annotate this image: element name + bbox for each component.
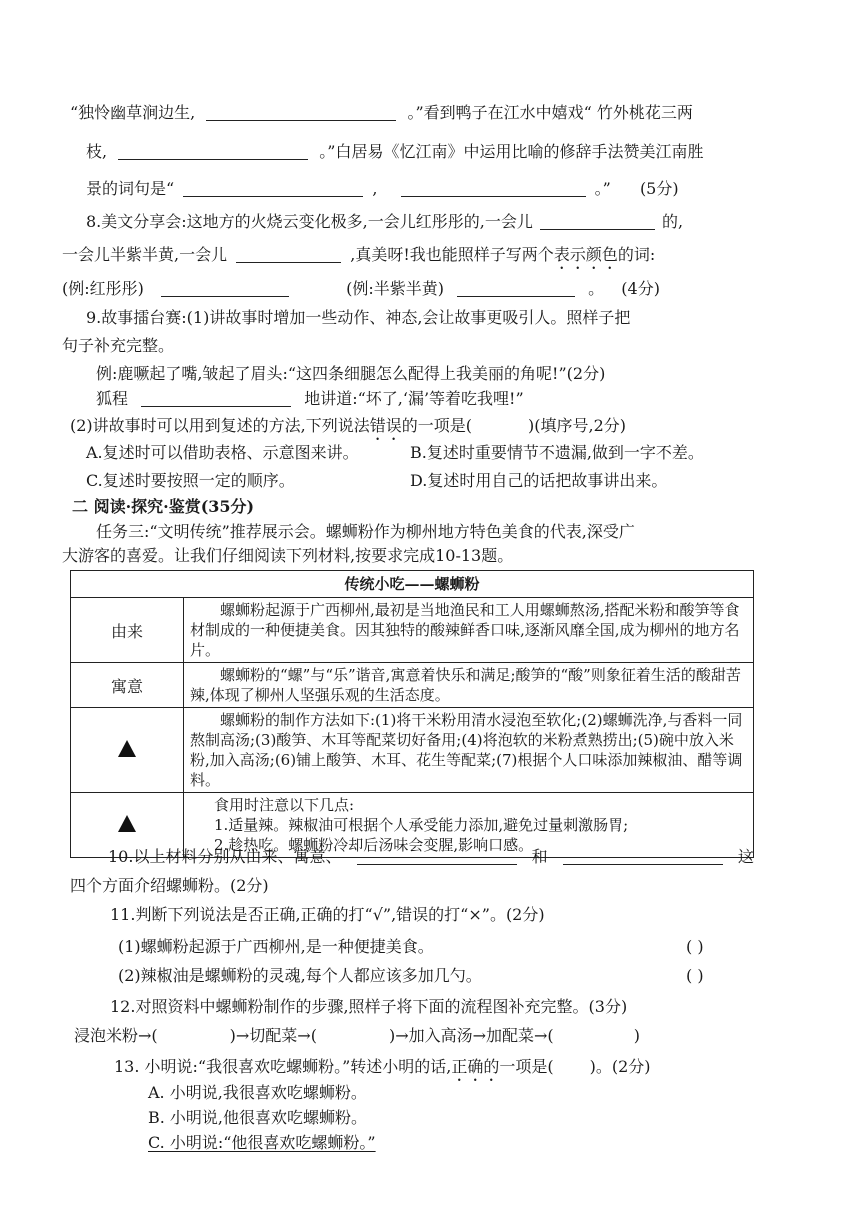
q8-text: 的词: bbox=[617, 245, 656, 264]
q9-option-b: B.复述时重要情节不遗漏,做到一字不差。 bbox=[410, 443, 704, 462]
q7-blank-2[interactable] bbox=[118, 143, 308, 160]
table-label-meaning: 寓意 bbox=[71, 663, 184, 708]
triangle-icon bbox=[118, 740, 136, 757]
table-label-blank-1 bbox=[71, 708, 184, 793]
q9-text: 地讲道:“坏了,‘漏’等着吃我哩!” bbox=[304, 389, 524, 408]
q8-blank-1[interactable] bbox=[540, 213, 655, 230]
q7-line2 bbox=[86, 140, 703, 164]
flow-step: 浸泡米粉→( bbox=[74, 1026, 158, 1045]
triangle-icon bbox=[118, 815, 136, 832]
q13-option-b: B. 小明说,他很喜欢吃螺蛳粉。 bbox=[148, 1108, 368, 1127]
q10-blank-1[interactable] bbox=[357, 848, 517, 865]
q8-text: (例:半紫半黄) bbox=[346, 279, 444, 298]
material-table bbox=[70, 570, 754, 858]
q12-flowchart bbox=[74, 1024, 640, 1048]
q11-stem: 11.判断下列说法是否正确,正确的打“√”,错误的打“×”。(2分) bbox=[110, 905, 545, 924]
q8-text: 一会儿半紫半黄,一会儿 bbox=[62, 245, 228, 264]
q9-emphasis: 错误 bbox=[369, 416, 402, 435]
q13-text: 13. 小明说:“我很喜欢吃螺蛳粉。”转述小明的话, bbox=[114, 1057, 452, 1076]
q9-example: 例:鹿噘起了嘴,皱起了眉头:“这四条细腿怎么配得上我美丽的角呢!”(2分) bbox=[96, 364, 606, 383]
q11-answer-2[interactable]: ( ) bbox=[686, 966, 704, 985]
q9-part2 bbox=[70, 414, 626, 444]
section-heading: 二 阅读·探究·鉴赏(35分) bbox=[72, 497, 255, 516]
q10-blank-2[interactable] bbox=[563, 848, 723, 865]
tips-line: 2.趁热吃。螺蛳粉冷却后汤味会变腥,影响口感。 bbox=[214, 836, 534, 854]
q10-line2: 四个方面介绍螺蛳粉。(2分) bbox=[70, 876, 269, 895]
flow-step: )→切配菜→( bbox=[229, 1026, 317, 1045]
q8-text: 。 bbox=[588, 279, 605, 298]
q12-stem: 12.对照资料中螺蛳粉制作的步骤,照样子将下面的流程图补充完整。(3分) bbox=[110, 997, 628, 1016]
q7-blank-1[interactable] bbox=[206, 104, 396, 121]
q9-fill-line bbox=[96, 387, 524, 411]
q10-line1 bbox=[108, 845, 754, 869]
q7-text: 景的词句是“ bbox=[86, 179, 175, 198]
q7-blank-3[interactable] bbox=[183, 180, 363, 197]
q8-blank-4[interactable] bbox=[457, 280, 575, 297]
q8-text: (例:红彤彤) bbox=[62, 279, 144, 298]
task-line1: 任务三:“文明传统”推荐展示会。螺蛳粉作为柳州地方特色美食的代表,深受广 bbox=[96, 522, 635, 541]
table-text-meaning: 螺蛳粉的“螺”与“乐”谐音,寓意着快乐和满足;酸笋的“酸”则象征着生活的酸甜苦辣,体现了柳州人坚强乐观的生活态度。 bbox=[184, 663, 754, 708]
q7-line3 bbox=[86, 177, 679, 201]
q9-option-d: D.复述时用自己的话把故事讲出来。 bbox=[410, 471, 668, 490]
q11-statement-1: (1)螺蛳粉起源于广西柳州,是一种便捷美食。 bbox=[118, 937, 434, 956]
q8-line1 bbox=[86, 210, 683, 234]
q11-answer-1[interactable]: ( ) bbox=[686, 937, 704, 956]
table-text-method: 螺蛳粉的制作方法如下:(1)将干米粉用清水浸泡至软化;(2)螺蛳洗净,与香料一同熬制高汤;(3)酸笋、木耳等配菜切好备用;(4)将泡软的米粉煮熟捞出;(5)碗中放入米粉,加入高汤;(6)铺上酸笋、木耳、花生等配菜;(7)根据个人口味添加辣椒油、醋等调料。 bbox=[184, 708, 754, 793]
table-text-origin: 螺蛳粉起源于广西柳州,最初是当地渔民和工人用螺蛳熬汤,搭配米粉和酸笋等食材制成的一种便捷美食。因其独特的酸辣鲜香口味,逐渐风靡全国,成为柳州的地方名片。 bbox=[184, 598, 754, 663]
q8-blank-3[interactable] bbox=[161, 280, 289, 297]
q9-text: 的一项是( bbox=[401, 416, 473, 435]
q7-text: 。”白居易《忆江南》中运用比喻的修辞手法赞美江南胜 bbox=[319, 142, 704, 161]
q13-text: )。(2分) bbox=[589, 1057, 651, 1076]
flow-step: )→加入高汤→加配菜→( bbox=[388, 1026, 554, 1045]
q7-blank-4[interactable] bbox=[401, 180, 586, 197]
q9-text: 狐程 bbox=[96, 389, 129, 408]
q9-line2: 句子补充完整。 bbox=[62, 336, 175, 355]
q13-text: 一项是( bbox=[499, 1057, 554, 1076]
q10-text: 这 bbox=[737, 847, 754, 866]
flow-step: ) bbox=[633, 1026, 640, 1045]
q9-option-a: A.复述时可以借助表格、示意图来讲。 bbox=[86, 443, 359, 462]
tips-line: 食用时注意以下几点: bbox=[214, 796, 355, 814]
q13-option-c: C. 小明说:“他很喜欢吃螺蛳粉。” bbox=[148, 1133, 376, 1152]
q7-line1 bbox=[70, 101, 693, 125]
q10-text: 10.以上材料分别从由来、寓意、 bbox=[108, 847, 342, 866]
q13-option-a: A. 小明说,我很喜欢吃螺蛳粉。 bbox=[148, 1083, 367, 1102]
q9-text: )(填序号,2分) bbox=[528, 416, 627, 435]
q8-text: 8.美文分享会:这地方的火烧云变化极多,一会儿红彤彤的,一会儿 bbox=[86, 212, 533, 231]
q8-score: (4分) bbox=[621, 279, 660, 298]
q10-text: 和 bbox=[531, 847, 548, 866]
tips-line: 1.适量辣。辣椒油可根据个人承受能力添加,避免过量刺激肠胃; bbox=[214, 816, 629, 834]
q7-text: 枝, bbox=[86, 142, 108, 161]
q9-line1: 9.故事擂台赛:(1)讲故事时增加一些动作、神态,会让故事更吸引人。照样子把 bbox=[86, 308, 631, 327]
q8-text: 的, bbox=[662, 212, 684, 231]
q8-text: ,真美呀!我也能照样子写两个 bbox=[350, 245, 554, 264]
q9-option-c: C.复述时要按照一定的顺序。 bbox=[86, 471, 295, 490]
q7-text: 。” bbox=[594, 179, 611, 198]
q9-blank[interactable] bbox=[141, 390, 291, 407]
q8-line2 bbox=[62, 243, 655, 273]
q13-emphasis: 正确的 bbox=[451, 1057, 500, 1076]
table-label-origin: 由来 bbox=[71, 598, 184, 663]
q9-text: (2)讲故事时可以用到复述的方法,下列说法 bbox=[70, 416, 370, 435]
task-line2: 大游客的喜爱。让我们仔细阅读下列材料,按要求完成10-13题。 bbox=[62, 546, 514, 565]
q7-score: (5分) bbox=[639, 179, 679, 198]
q7-text: “独怜幽草涧边生, bbox=[70, 103, 196, 122]
q8-blank-2[interactable] bbox=[236, 246, 341, 263]
q7-text: 。”看到鸭子在江水中嬉戏“ 竹外桃花三两 bbox=[407, 103, 693, 122]
q7-text: , bbox=[372, 179, 378, 198]
q11-statement-2: (2)辣椒油是螺蛳粉的灵魂,每个人都应该多加几勺。 bbox=[118, 966, 482, 985]
q8-emphasis: 表示颜色 bbox=[553, 245, 618, 264]
table-title: 传统小吃——螺蛳粉 bbox=[71, 571, 754, 598]
q8-line3 bbox=[62, 277, 660, 301]
